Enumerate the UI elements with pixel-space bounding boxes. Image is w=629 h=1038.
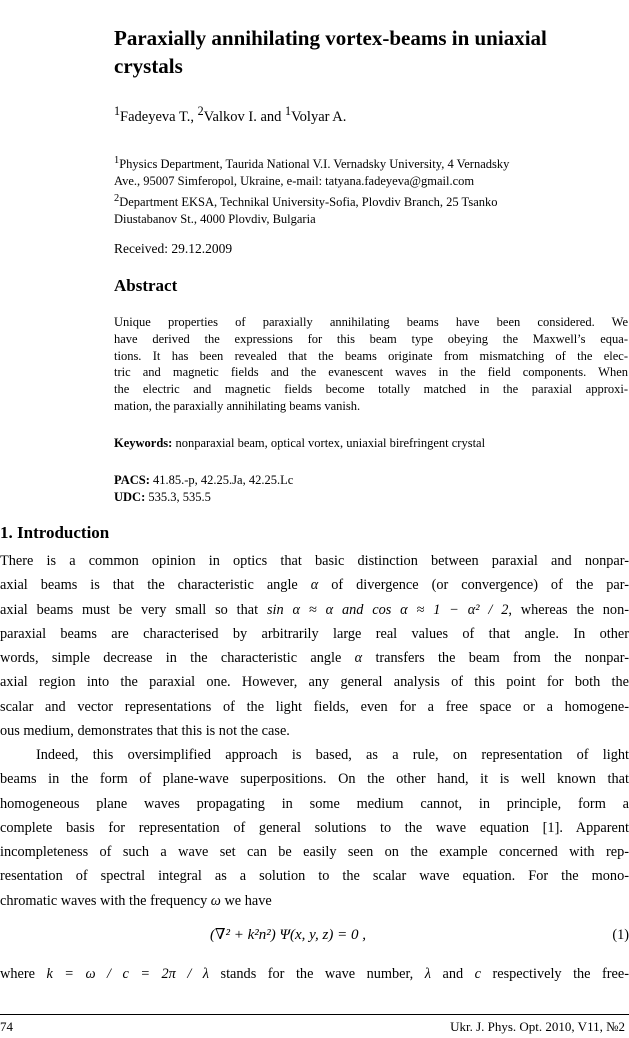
affiliation-2 [114,190,629,228]
text-fragment: where [0,966,47,982]
text-line [0,889,629,913]
text-line: complete basis for representation of general solutions to the wave equation [1]. Apparent [0,819,629,836]
text-fragment: stands for the wave number, [209,966,425,982]
text-fragment: and [430,966,475,982]
footer-rule [0,1014,629,1015]
text-fragment: respectively the free- [480,966,629,982]
text-fragment: we have [220,892,272,909]
affil-line: Ave., 95007 Simferopol, Ukraine, e-mail: tatyana.fadeyeva@gmail.com [114,174,475,189]
abstract-line: tric and magnetic fields and the evanescent waves in the field components. When [114,365,628,380]
text-line: paraxial beams are characterised by arbitrarily large real values of that angle. In other [0,625,629,642]
author-name: Valkov I. and [203,108,286,125]
pacs-label: PACS: [114,473,150,487]
text-fragment: chromatic waves with the frequency [0,892,211,909]
affiliation-1 [114,152,629,190]
received-date: Received: 29.12.2009 [114,241,233,256]
author-name: Fadeyeva T., [120,108,198,125]
keywords-label: Keywords: [114,436,173,450]
text-line [0,598,629,622]
math-c: c [474,966,481,982]
text-fragment: transfers the beam from the nonpar- [362,650,629,667]
text-fragment: , whereas the non- [508,601,629,618]
math-lambda: λ [424,966,431,982]
math-alpha: α [354,650,363,667]
text-line: incompleteness of such a wave set can be easily seen on the example concerned with rep- [0,844,629,861]
author-name: Volyar A. [291,108,347,125]
paragraph-3 [0,962,629,986]
paragraph-2 [0,743,629,913]
abstract-text [114,314,628,415]
affil-line: Physics Department, Taurida National V.I. Vernadsky University, 4 Vernadsky [119,157,510,172]
affil-sup: 1 [114,155,120,166]
text-line [0,646,629,670]
abstract-line: Unique properties of paraxially annihilating beams have been considered. We [114,315,628,329]
keywords [114,436,485,451]
author-list [114,104,346,126]
pacs-row [114,472,293,489]
text-fragment: words, simple decrease in the characteristic angle [0,650,355,667]
affil-line: Department EKSA, Technikal University-Sofia, Plovdiv Branch, 25 Tsanko [119,195,498,210]
author-affil-sup: 2 [197,104,204,118]
abstract-line: mation, the paraxially annihilating beams vanish. [114,398,361,413]
text-line: scalar and vector representations of the light fields, even for a free space or a homogene- [0,698,629,715]
text-fragment: of divergence (or convergence) of the par- [318,577,629,594]
text-line: ous medium, demonstrates that this is not the case. [0,723,290,740]
math-approximation: sin α ≈ α and cos α ≈ 1 − α² / 2 [266,601,509,618]
affil-line: Diustabanov St., 4000 Plovdiv, Bulgaria [114,212,316,227]
classification-codes [114,472,293,506]
section-heading: 1. Introduction [0,523,110,542]
page-number: 74 [0,1019,13,1034]
author-affil-sup: 1 [285,104,292,118]
text-line: homogeneous plane waves propagating in some medium cannot, in principle, form a [0,795,629,812]
keywords-text: nonparaxial beam, optical vortex, uniaxial birefringent crystal [172,436,486,450]
text-fragment: axial beams is that the characteristic angle [0,577,311,594]
paper-title: Paraxially annihilating vortex-beams in uniaxial crystals [114,26,547,78]
affiliations [114,152,629,228]
text-line [0,573,629,597]
math-wave-number: k = ω / c = 2π / λ [46,966,210,982]
text-line [0,962,629,986]
text-line: resentation of spectral integral as a solution to the scalar wave equation. For the mono- [0,868,629,885]
text-line: There is a common opinion in optics that basic distinction between paraxial and nonpar- [0,553,629,569]
journal-citation: Ukr. J. Phys. Opt. 2010, V11, №2 [450,1019,625,1034]
abstract-line: the electric and magnetic fields become totally matched in the paraxial approxi- [114,382,628,397]
author-affil-sup: 1 [114,104,121,118]
math-alpha: α [310,577,319,594]
text-fragment: axial beams must be very small so that [0,601,267,618]
equation-number: (1) [612,927,629,943]
abstract-line: have derived the expressions for this beam type obeying the Maxwell’s equa- [114,331,628,346]
abstract-line: tions. It has been revealed that the beams originate from mismatching of the elec- [114,348,628,363]
text-line: Indeed, this oversimplified approach is based, as a rule, on representation of light [36,747,629,763]
text-line: beams in the form of plane-wave superpositions. On the other hand, it is well known that [0,771,629,788]
udc-label: UDC: [114,490,146,504]
text-line: axial region into the paraxial one. However, any general analysis of this point for both the [0,674,629,691]
udc-codes: 535.3, 535.5 [145,490,211,504]
math-omega: ω [210,892,221,909]
affil-sup: 2 [114,193,120,205]
pacs-codes: 41.85.-p, 42.25.Ja, 42.25.Lc [149,473,294,487]
udc-row [114,489,293,506]
abstract-heading: Abstract [114,276,178,295]
equation-1: (∇² + k²n²) Ψ(x, y, z) = 0 , [210,927,366,943]
paragraph-1 [0,549,629,743]
